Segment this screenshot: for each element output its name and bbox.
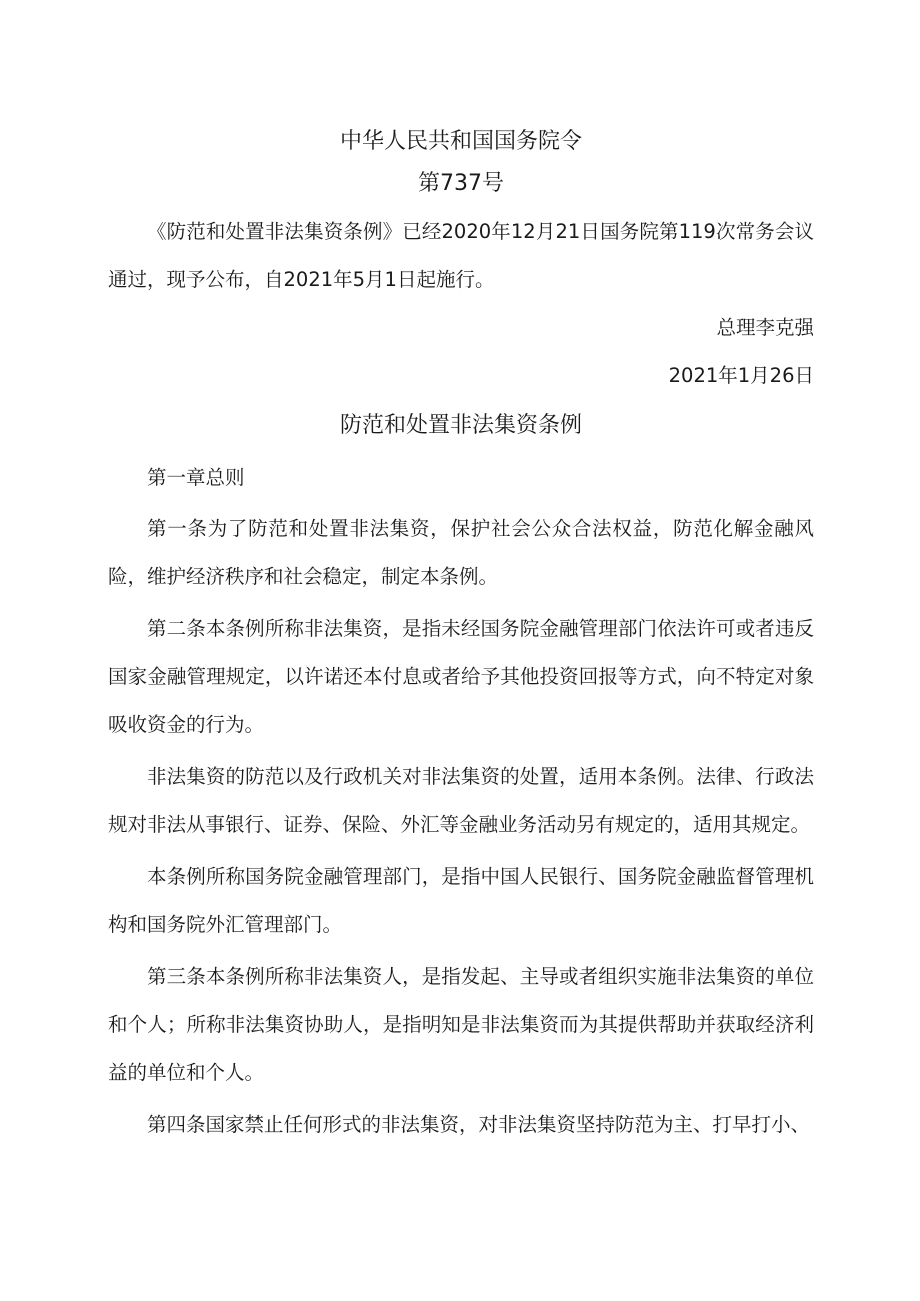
chapter-heading: 第一章总则 (147, 466, 245, 489)
article-paragraph: 非法集资的防范以及行政机关对非法集资的处置，适用本条例。法律、行政法规对非法从事银行、证券、保险、外汇等金融业务活动另有规定的，适用其规定。 (108, 765, 814, 836)
article-paragraph: 第一条为了防范和处置非法集资，保护社会公众合法权益，防范化解金融风险，维护经济秩序和社会稳定，制定本条例。 (108, 517, 814, 588)
decree-date: 2021年1月26日 (668, 364, 814, 387)
article-paragraph: 第四条国家禁止任何形式的非法集资，对非法集资坚持防范为主、打早打小、 (147, 1113, 811, 1136)
article-paragraph: 第三条本条例所称非法集资人，是指发起、主导或者组织实施非法集资的单位和个人；所称非法集资协助人，是指明知是非法集资而为其提供帮助并获取经济利益的单位和个人。 (108, 965, 814, 1084)
document-body (108, 122, 814, 1149)
article-paragraph: 第二条本条例所称非法集资，是指未经国务院金融管理部门依法许可或者违反国家金融管理规定，以许诺还本付息或者给予其他投资回报等方式，向不特定对象吸收资金的行为。 (108, 617, 814, 736)
signatory: 总理李克强 (716, 316, 814, 339)
decree-title: 中华人民共和国国务院令 (339, 129, 582, 154)
decree-text: 《防范和处置非法集资条例》已经2020年12月21日国务院第119次常务会议通过，现予公布，自2021年5月1日起施行。 (108, 220, 814, 291)
order-number: 第737号 (418, 171, 504, 196)
regulation-title: 防范和处置非法集资条例 (339, 413, 582, 438)
article-paragraph: 本条例所称国务院金融管理部门，是指中国人民银行、国务院金融监督管理机构和国务院外汇管理部门。 (108, 865, 814, 936)
